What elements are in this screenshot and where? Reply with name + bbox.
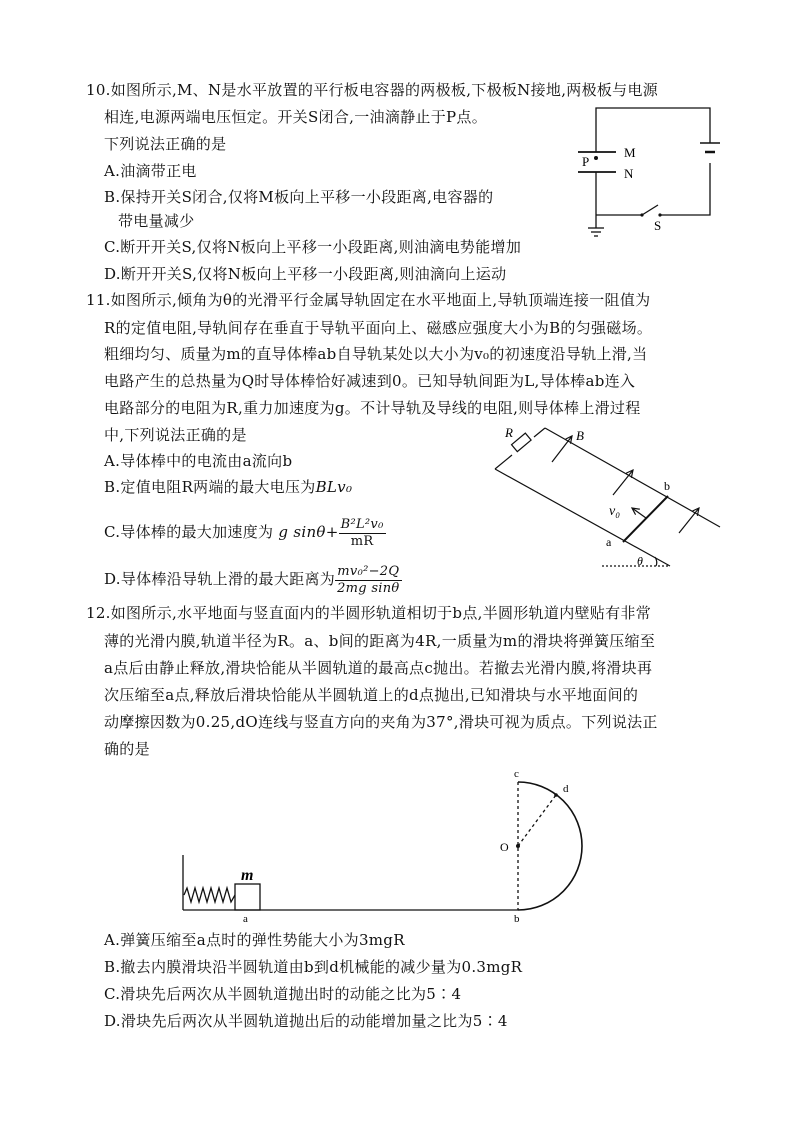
label-p: P — [582, 154, 590, 169]
q10-option-a: A.油滴带正电 — [104, 162, 197, 180]
q12-option-c: C.滑块先后两次从半圆轨道抛出时的动能之比为5∶4 — [104, 985, 462, 1003]
q10-stem-line: 相连,电源两端电压恒定。开关S闭合,一油滴静止于P点。 — [104, 108, 488, 126]
numerator: mv₀²−2Q — [335, 564, 401, 581]
denominator: mR — [350, 533, 374, 549]
q12-option-d: D.滑块先后两次从半圆轨道抛出后的动能增加量之比为5∶4 — [104, 1012, 508, 1030]
label-b: b — [514, 913, 520, 925]
q11-stem-line: 电路产生的总热量为Q时导体棒恰好减速到0。已知导轨间距为L,导体棒ab连入 — [104, 372, 636, 390]
q11-stem-line: 中,下列说法正确的是 — [104, 426, 247, 444]
q10-option-d: D.断开开关S,仅将N板向上平移一小段距离,则油滴向上运动 — [104, 265, 507, 283]
label-m: m — [241, 867, 254, 884]
label-s: S — [654, 218, 662, 233]
q11-stem-line: R的定值电阻,导轨间存在垂直于导轨平面向上、磁感应强度大小为B的匀强磁场。 — [104, 319, 653, 337]
q11-stem-line: 电路部分的电阻为R,重力加速度为g。不计导轨及导线的电阻,则导体棒上滑过程 — [104, 399, 641, 417]
option-text: C.导体棒的最大加速度为 — [104, 523, 274, 541]
label-o: O — [500, 840, 509, 854]
formula: BLv₀ — [315, 478, 353, 496]
q11-option-c — [104, 516, 386, 550]
option-text: D.导体棒沿导轨上滑的最大距离为 — [104, 570, 336, 588]
q11-stem-line: 11.如图所示,倾角为θ的光滑平行金属导轨固定在水平地面上,导轨顶端连接一阻值为 — [86, 291, 651, 309]
label-m: M — [624, 145, 636, 160]
q12-option-b: B.撤去内膜滑块沿半圆轨道由b到d机械能的减少量为0.3mgR — [104, 958, 523, 976]
q12-stem-line: 12.如图所示,水平地面与竖直面内的半圆形轨道相切于b点,半圆形轨道内壁贴有非常 — [86, 604, 651, 622]
q10-option-c: C.断开开关S,仅将N板向上平移一小段距离,则油滴电势能增加 — [104, 238, 522, 256]
q12-stem-line: 次压缩至a点,释放后滑块恰能从半圆轨道上的d点抛出,已知滑块与水平地面间的 — [104, 686, 639, 704]
label-v0: v₀ — [609, 504, 621, 519]
fraction — [339, 517, 386, 550]
formula: g sinθ+ — [278, 523, 339, 541]
q11-option-a: A.导体棒中的电流由a流向b — [104, 452, 293, 470]
option-text: B.定值电阻R两端的最大电压为 — [104, 478, 316, 496]
label-b-field: B — [576, 428, 584, 443]
label-theta: θ — [637, 554, 643, 568]
label-d: d — [563, 783, 569, 795]
q11-stem-line: 粗细均匀、质量为m的直导体棒ab自导轨某处以大小为v₀的初速度沿导轨上滑,当 — [104, 345, 648, 363]
label-n: N — [624, 166, 634, 181]
label-c: c — [514, 768, 519, 780]
q12-option-a: A.弹簧压缩至a点时的弹性势能大小为3mgR — [104, 931, 405, 949]
label-a: a — [606, 535, 612, 549]
label-a: a — [243, 913, 248, 925]
q12-stem-line: a点后由静止释放,滑块恰能从半圆轨道的最高点c抛出。若撤去光滑内膜,将滑块再 — [104, 659, 653, 677]
denominator: 2mg sinθ — [337, 580, 400, 596]
q10-option-b: B.保持开关S闭合,仅将M板向上平移一小段距离,电容器的 — [104, 188, 494, 206]
q11-option-b — [104, 477, 352, 497]
label-b: b — [664, 479, 670, 493]
q10-stem-line: 下列说法正确的是 — [104, 135, 227, 153]
q10-option-b-cont: 带电量减少 — [118, 212, 195, 230]
numerator: B²L²v₀ — [340, 516, 384, 532]
fraction — [335, 564, 401, 597]
label-r: R — [505, 425, 513, 440]
q11-option-d — [104, 563, 402, 597]
q12-stem-line: 确的是 — [104, 740, 150, 758]
q10-stem-line: 10.如图所示,M、N是水平放置的平行板电容器的两极板,下极板N接地,两极板与电源 — [86, 81, 659, 99]
q12-stem-line: 动摩擦因数为0.25,dO连线与竖直方向的夹角为37°,滑块可视为质点。下列说法正 — [104, 713, 658, 731]
q12-stem-line: 薄的光滑内膜,轨道半径为R。a、b间的距离为4R,一质量为m的滑块将弹簧压缩至 — [104, 632, 656, 650]
